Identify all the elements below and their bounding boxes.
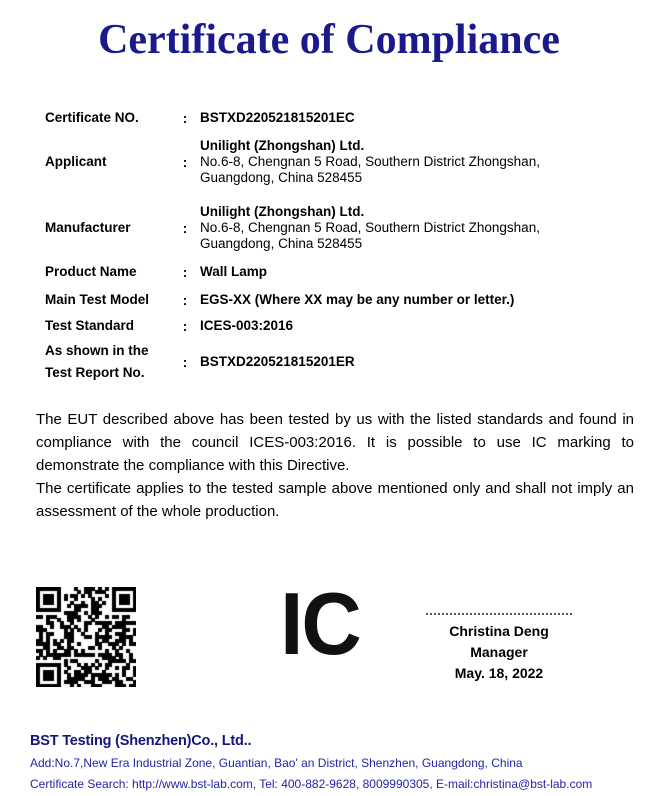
company-address: Add:No.7,New Era Industrial Zone, Guantian, Bao' an District, Shenzhen, Guangdong, China xyxy=(30,756,523,770)
field-value xyxy=(200,138,540,186)
field-label: Manufacturer xyxy=(45,220,131,235)
certificate-title: Certificate of Compliance xyxy=(98,17,560,63)
field-label-line2: Test Report No. xyxy=(45,365,145,380)
applicant-name: Unilight (Zhongshan) Ltd. xyxy=(200,138,365,153)
details-section xyxy=(45,110,636,384)
detail-row-product-name xyxy=(45,264,636,280)
detail-row-test-standard xyxy=(45,318,636,334)
applicant-address-line1: No.6-8, Chengnan 5 Road, Southern District Zhongshan, xyxy=(200,154,540,169)
field-value xyxy=(200,204,540,252)
manufacturer-address-line1: No.6-8, Chengnan 5 Road, Southern District Zhongshan, xyxy=(200,220,540,235)
colon: : xyxy=(182,220,188,236)
colon: : xyxy=(182,154,188,170)
colon: : xyxy=(182,292,188,308)
signatory-title: Manager xyxy=(470,644,528,660)
field-value: BSTXD220521815201ER xyxy=(200,354,355,369)
applicant-address-line2: Guangdong, China 528455 xyxy=(200,170,363,185)
colon: : xyxy=(182,264,188,280)
field-label: Test Standard xyxy=(45,318,135,333)
detail-row-test-report-no xyxy=(45,340,636,384)
field-value: Wall Lamp xyxy=(200,264,268,279)
signatory-name: Christina Deng xyxy=(449,623,549,639)
field-value: ICES-003:2016 xyxy=(200,318,294,333)
detail-row-main-test-model xyxy=(45,292,636,308)
detail-row-certificate-no xyxy=(45,110,636,126)
colon: : xyxy=(182,110,188,126)
colon: : xyxy=(182,318,188,334)
stamp-row xyxy=(0,574,658,703)
field-value: EGS-XX (Where XX may be any number or letter.) xyxy=(200,292,515,307)
qr-code-icon xyxy=(36,587,136,687)
field-label: Certificate NO. xyxy=(45,110,139,125)
detail-row-manufacturer xyxy=(45,204,636,252)
field-label: Main Test Model xyxy=(45,292,150,307)
manufacturer-name: Unilight (Zhongshan) Ltd. xyxy=(200,204,365,219)
certificate-search-line: Certificate Search: http://www.bst-lab.com, Tel: 400-882-9628, 8009990305, E-mail:christina@bst-lab.com xyxy=(30,777,593,791)
field-label: Product Name xyxy=(45,264,137,279)
field-label xyxy=(45,340,170,384)
statement-paragraph-1: The EUT described above has been tested by us with the listed standards and found in compliance with the council ICES-003:2016. It is possible to use IC marking to demonstrate the compliance with this Directive. xyxy=(36,411,634,474)
signature-block xyxy=(424,613,574,684)
colon: : xyxy=(182,354,188,370)
compliance-statement xyxy=(36,408,634,523)
field-label: Applicant xyxy=(45,154,107,169)
statement-paragraph-2: The certificate applies to the tested sample above mentioned only and shall not imply an assessment of the whole production. xyxy=(36,480,634,520)
signature-date: May. 18, 2022 xyxy=(454,665,544,681)
signature-dotted-line xyxy=(426,613,572,615)
manufacturer-address-line2: Guangdong, China 528455 xyxy=(200,236,363,251)
detail-row-applicant xyxy=(45,138,636,186)
field-label-line1: As shown in the xyxy=(45,343,149,358)
footer xyxy=(30,733,634,791)
ic-mark: IC xyxy=(280,574,360,673)
company-name: BST Testing (Shenzhen)Co., Ltd.. xyxy=(30,733,252,749)
field-value: BSTXD220521815201EC xyxy=(200,110,355,125)
